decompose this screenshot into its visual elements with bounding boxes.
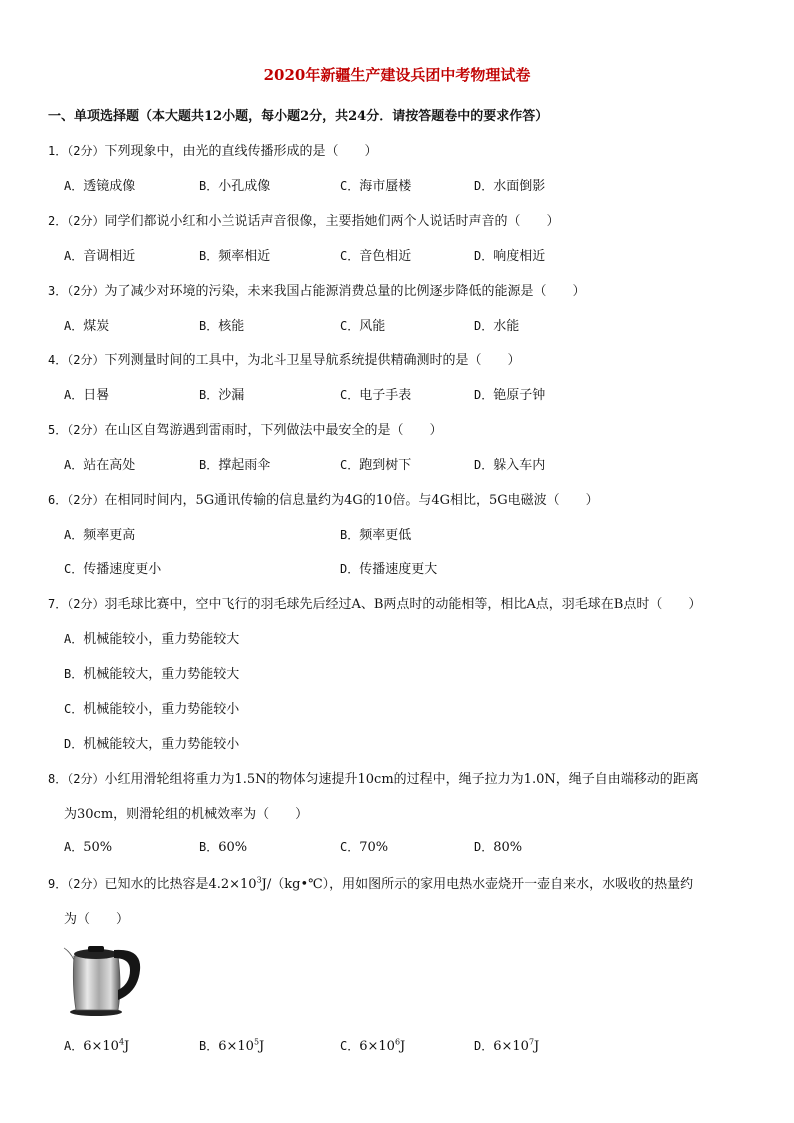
option-text: 机械能较大，重力势能较大: [83, 667, 240, 682]
exponent: 7: [528, 1037, 535, 1047]
question-7: [48, 593, 701, 612]
option-a[interactable]: [64, 454, 135, 473]
option-a[interactable]: [64, 524, 135, 543]
option-text: 透镜成像: [83, 179, 136, 194]
option-letter: D．: [474, 249, 494, 263]
question-9-continued: 为（ ）: [64, 912, 130, 927]
option-text: 风能: [359, 319, 386, 334]
question-6: [48, 489, 599, 508]
option-text: 6×10: [493, 1039, 529, 1054]
question-number: 3．: [48, 284, 68, 298]
option-letter: D．: [474, 179, 494, 193]
option-b[interactable]: [199, 1037, 264, 1054]
option-unit: J: [534, 1039, 540, 1054]
option-letter: A．: [64, 388, 84, 402]
option-letter: D．: [474, 388, 494, 402]
question-text: 下列现象中，由光的直线传播形成的是（ ）: [104, 144, 378, 159]
option-d[interactable]: [474, 838, 522, 855]
option-d[interactable]: [474, 454, 545, 473]
option-letter: A．: [64, 1039, 84, 1053]
exponent: 3: [256, 875, 262, 885]
option-letter: D．: [474, 840, 494, 854]
question-text: 同学们都说小红和小兰说话声音很像，主要指她们两个人说话时声音的（ ）: [104, 214, 560, 229]
option-letter: B．: [64, 667, 84, 681]
exam-title: 2020年新疆生产建设兵团中考物理试卷: [263, 66, 531, 84]
question-score: （2分）: [67, 597, 105, 611]
option-text: 响度相近: [493, 249, 546, 264]
option-letter: A．: [64, 458, 84, 472]
option-b[interactable]: [199, 245, 270, 264]
question-text: 下列测量时间的工具中，为北斗卫星导航系统提供精确测时的是（ ）: [104, 353, 521, 368]
option-letter: C．: [340, 319, 360, 333]
option-c[interactable]: [340, 245, 411, 264]
option-b[interactable]: [340, 524, 411, 543]
question-text: 为了减少对环境的污染，未来我国占能源消费总量的比例逐步降低的能源是（ ）: [104, 284, 586, 299]
option-d[interactable]: [474, 384, 545, 403]
option-a[interactable]: [64, 384, 109, 403]
option-text: 沙漏: [218, 388, 245, 403]
question-2: [48, 210, 559, 229]
option-text: 频率更低: [359, 528, 412, 543]
option-c[interactable]: [340, 315, 385, 334]
option-c[interactable]: [340, 1037, 405, 1054]
question-text: 在相同时间内，5G通讯传输的信息量约为4G的10倍。与4G相比，5G电磁波（ ）: [104, 493, 599, 508]
option-letter: A．: [64, 249, 84, 263]
question-score: （2分）: [67, 772, 105, 786]
option-text: 日晷: [83, 388, 110, 403]
option-letter: D．: [474, 319, 494, 333]
option-a[interactable]: [64, 245, 135, 264]
option-text: 电子手表: [359, 388, 412, 403]
question-score: （2分）: [67, 214, 105, 228]
option-letter: D．: [474, 1039, 494, 1053]
option-c[interactable]: [64, 558, 161, 577]
option-text: 6×10: [359, 1039, 395, 1054]
question-number: 2．: [48, 214, 68, 228]
option-letter: B．: [199, 1039, 219, 1053]
option-unit: J: [400, 1039, 406, 1054]
option-letter: B．: [199, 319, 219, 333]
option-c[interactable]: [340, 175, 411, 194]
question-number: 5．: [48, 423, 68, 437]
option-c[interactable]: [340, 454, 411, 473]
question-1: [48, 140, 377, 159]
option-text: 站在高处: [83, 458, 136, 473]
question-8-continued: 为30cm，则滑轮组的机械效率为（ ）: [64, 807, 309, 822]
question-text: J/（kg•℃），用如图所示的家用电热水壶烧开一壶自来水，水吸收的热量约: [261, 877, 694, 892]
question-number: 8．: [48, 772, 68, 786]
option-b[interactable]: [64, 663, 239, 682]
option-letter: B．: [199, 388, 219, 402]
option-c[interactable]: [340, 384, 411, 403]
option-letter: D．: [474, 458, 494, 472]
option-text: 撑起雨伞: [218, 458, 271, 473]
question-number: 6．: [48, 493, 68, 507]
option-text: 躲入车内: [493, 458, 546, 473]
option-unit: J: [259, 1039, 265, 1054]
question-number: 7．: [48, 597, 68, 611]
option-d[interactable]: [474, 315, 519, 334]
question-number: 1．: [48, 144, 68, 158]
question-text: 小红用滑轮组将重力为1.5N的物体匀速提升10cm的过程中，绳子拉力为1.0N，绳子自由端移动的距离: [104, 772, 699, 787]
option-text: 煤炭: [83, 319, 110, 334]
option-letter: C．: [340, 179, 360, 193]
option-text: 海市蜃楼: [359, 179, 412, 194]
option-text: 音色相近: [359, 249, 412, 264]
question-number: 4．: [48, 353, 68, 367]
option-letter: C．: [340, 840, 360, 854]
option-b[interactable]: [199, 454, 270, 473]
question-8: [48, 768, 699, 787]
option-text: 铯原子钟: [493, 388, 546, 403]
option-text: 传播速度更小: [83, 562, 162, 577]
question-text: 羽毛球比赛中，空中飞行的羽毛球先后经过A、B两点时的动能相等，相比A点，羽毛球在B点时（ ）: [104, 597, 702, 612]
option-letter: A．: [64, 179, 84, 193]
option-letter: C．: [340, 388, 360, 402]
option-text: 水面倒影: [493, 179, 546, 194]
option-letter: A．: [64, 319, 84, 333]
option-b[interactable]: [199, 384, 244, 403]
option-text: 6×10: [218, 1039, 254, 1054]
question-score: （2分）: [67, 877, 105, 891]
section-heading: 一、单项选择题（本大题共12小题，每小题2分，共24分．请按答题卷中的要求作答）: [48, 109, 549, 124]
option-a[interactable]: [64, 628, 239, 647]
option-letter: B．: [340, 528, 360, 542]
option-text: 频率更高: [83, 528, 136, 543]
question-text: 已知水的比热容是4.2×10: [104, 877, 257, 892]
option-a[interactable]: [64, 175, 135, 194]
option-letter: C．: [64, 702, 84, 716]
question-score: （2分）: [67, 353, 105, 367]
option-a[interactable]: [64, 315, 109, 334]
option-b[interactable]: [199, 838, 247, 855]
option-text: 音调相近: [83, 249, 136, 264]
option-d[interactable]: [474, 1037, 539, 1054]
option-text: 机械能较小，重力势能较小: [83, 702, 240, 717]
option-letter: D．: [340, 562, 360, 576]
option-b[interactable]: [199, 315, 244, 334]
option-letter: B．: [199, 458, 219, 472]
question-score: （2分）: [67, 423, 105, 437]
option-letter: D．: [64, 737, 84, 751]
option-text: 60%: [218, 840, 248, 855]
question-5: [48, 419, 442, 438]
option-letter: A．: [64, 528, 84, 542]
option-letter: B．: [199, 840, 219, 854]
question-score: （2分）: [67, 144, 105, 158]
option-letter: B．: [199, 179, 219, 193]
option-letter: C．: [64, 562, 84, 576]
option-text: 80%: [493, 840, 523, 855]
option-d[interactable]: [474, 245, 545, 264]
option-letter: C．: [340, 458, 360, 472]
option-unit: J: [124, 1039, 130, 1054]
option-b[interactable]: [199, 175, 270, 194]
option-text: 小孔成像: [218, 179, 271, 194]
option-text: 6×10: [83, 1039, 119, 1054]
exponent: 6: [394, 1037, 401, 1047]
option-text: 传播速度更大: [359, 562, 438, 577]
electric-kettle-image: [62, 936, 146, 1018]
option-a[interactable]: [64, 1037, 129, 1054]
option-d[interactable]: [474, 175, 545, 194]
question-9: [48, 873, 693, 892]
option-letter: B．: [199, 249, 219, 263]
exponent: 4: [118, 1037, 125, 1047]
question-4: [48, 349, 520, 368]
question-3: [48, 280, 585, 299]
question-score: （2分）: [67, 493, 105, 507]
option-a[interactable]: [64, 838, 112, 855]
question-score: （2分）: [67, 284, 105, 298]
option-text: 机械能较小，重力势能较大: [83, 632, 240, 647]
option-letter: C．: [340, 249, 360, 263]
option-text: 核能: [218, 319, 245, 334]
option-text: 跑到树下: [359, 458, 412, 473]
option-c[interactable]: [64, 698, 239, 717]
option-d[interactable]: [64, 733, 239, 752]
option-text: 50%: [83, 840, 113, 855]
option-text: 频率相近: [218, 249, 271, 264]
option-letter: C．: [340, 1039, 360, 1053]
exponent: 5: [253, 1037, 260, 1047]
option-d[interactable]: [340, 558, 437, 577]
option-letter: A．: [64, 840, 84, 854]
question-number: 9．: [48, 877, 68, 891]
option-text: 水能: [493, 319, 520, 334]
question-text: 在山区自驾游遇到雷雨时，下列做法中最安全的是（ ）: [104, 423, 443, 438]
option-text: 70%: [359, 840, 389, 855]
option-c[interactable]: [340, 838, 388, 855]
option-letter: A．: [64, 632, 84, 646]
option-text: 机械能较大，重力势能较小: [83, 737, 240, 752]
